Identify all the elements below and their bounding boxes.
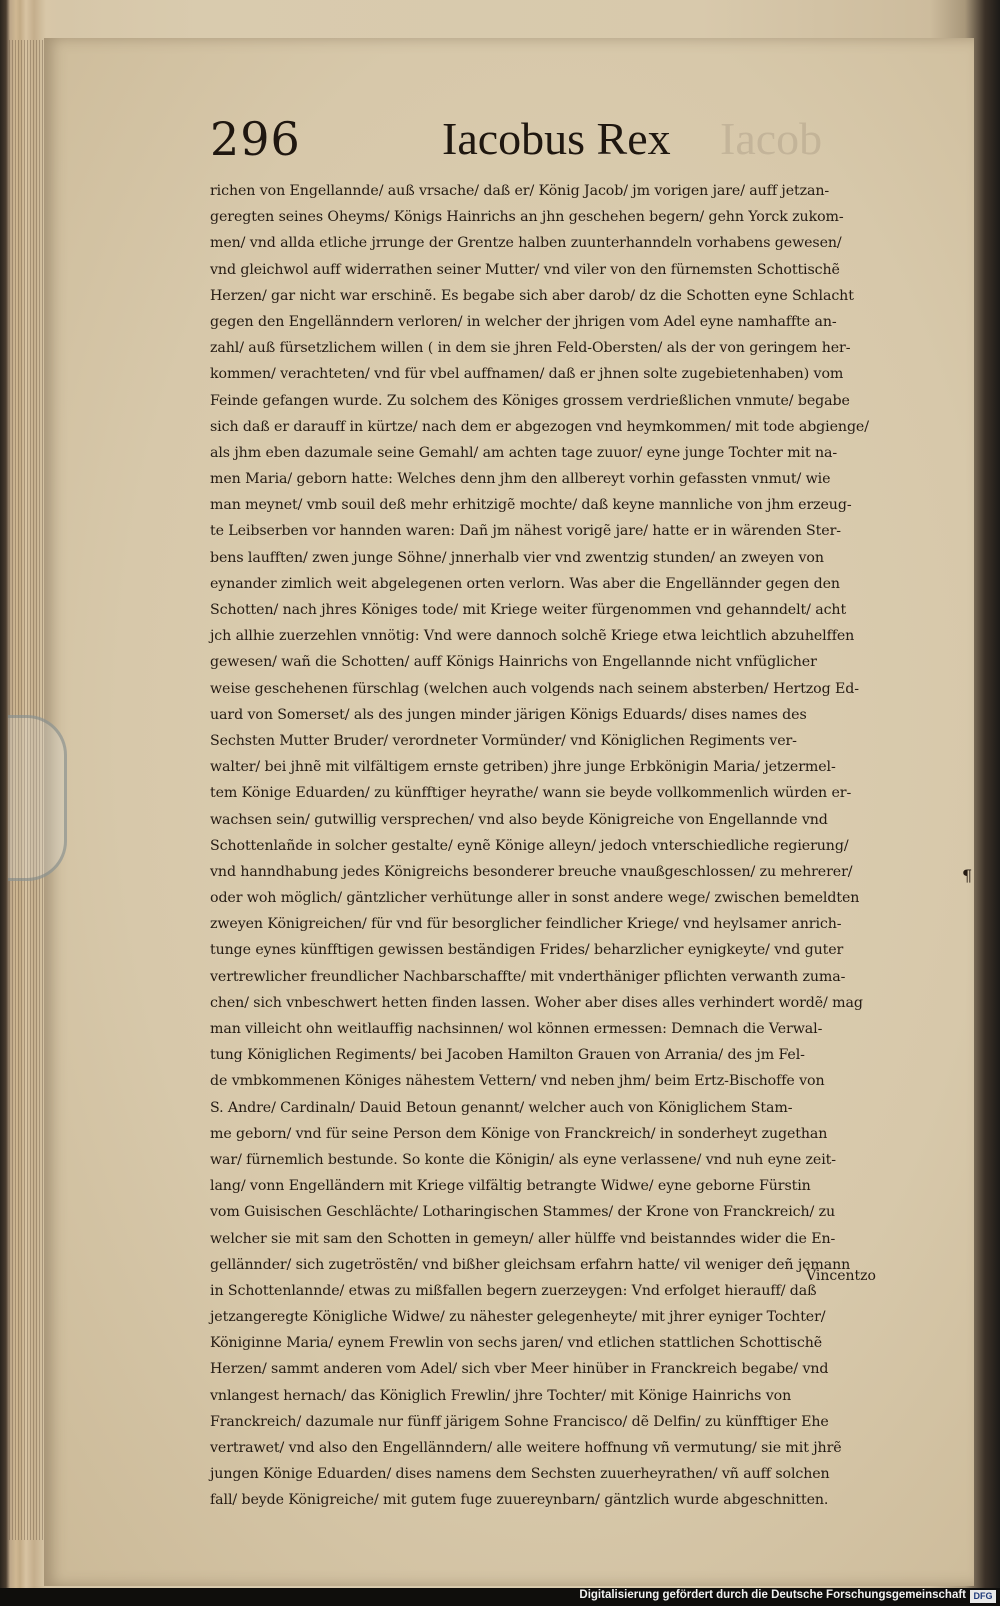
text-line: eynander zimlich weit abgelegenen orten verlorn. Was aber die Engellännder gegen den bbox=[210, 575, 840, 592]
text-line: gewesen/ wañ die Schotten/ auff Königs Hainrichs von Engellannde nicht vnfüglicher bbox=[210, 654, 817, 671]
text-line: wachsen sein/ gutwillig versprechen/ vnd also beyde Königreiche von Engellannde vnd bbox=[210, 811, 828, 828]
page-clip bbox=[8, 715, 67, 881]
text-line: Feinde gefangen wurde. Zu solchem des Königes grossem verdrießlichen vnmute/ begabe bbox=[210, 392, 850, 409]
text-line: vnlangest hernach/ das Königlich Frewlin/ jhre Tochter/ mit Könige Hainrichs von bbox=[210, 1387, 792, 1404]
text-line: zweyen Königreichen/ für vnd für besorglicher feindlicher Kriege/ vnd heylsamer anrich- bbox=[210, 916, 842, 933]
catchword: Vincentzo bbox=[806, 1268, 876, 1284]
text-line: uard von Somerset/ als des jungen minder järigen Königs Eduards/ dises names des bbox=[210, 706, 807, 723]
text-line: te Leibserben vor hannden waren: Dañ jm nähest vorigẽ jare/ hatte er in wärenden Ster- bbox=[210, 523, 841, 540]
text-line: vnd gleichwol auff widerrathen seiner Mutter/ vnd viler von den fürnemsten Schottischẽ bbox=[210, 261, 840, 278]
text-line: welcher sie mit sam den Schotten in gemeyn/ aller hülffe vnd beistanndes wider die En- bbox=[210, 1230, 836, 1247]
body-text bbox=[210, 178, 910, 1514]
margin-mark: ¶ bbox=[962, 866, 973, 885]
show-through-title: Iacob bbox=[720, 113, 823, 164]
text-line: bens laufften/ zwen junge Söhne/ jnnerhalb vier vnd zwentzig stunden/ an zweyen von bbox=[210, 549, 824, 566]
page-number: 296 bbox=[210, 112, 301, 166]
text-line: Herzen/ sammt anderen vom Adel/ sich vber Meer hinüber in Franckreich begabe/ vnd bbox=[210, 1361, 829, 1378]
text-line: weise geschehenen fürschlag (welchen auch volgends nach seinem absterben/ Hertzog Ed- bbox=[210, 680, 859, 697]
text-line: als jhm eben dazumale seine Gemahl/ am achten tage zuuor/ eyne junge Tochter mit na- bbox=[210, 444, 838, 461]
text-line: jch allhie zuerzehlen vnnötig: Vnd were dannoch solchẽ Kriege etwa leichtlich abzuhelffen bbox=[210, 628, 855, 645]
text-line: richen von Engellannde/ auß vrsache/ daß er/ König Jacob/ jm vorigen jare/ auff jetzan- bbox=[210, 183, 830, 199]
text-line: kommen/ verachteten/ vnd für vbel auffnamen/ daß er jhnen solte zugebietenhaben) vom bbox=[210, 366, 844, 383]
text-line: Herzen/ gar nicht war erschinẽ. Es begabe sich aber darob/ dz die Schotten eyne Schlacht bbox=[210, 287, 854, 304]
text-line: Königinne Maria/ eynem Frewlin von sechs jaren/ vnd etlichen stattlichen Schottischẽ bbox=[210, 1335, 823, 1352]
text-line: jetzangeregte Königliche Widwe/ zu nähester gelegenheyte/ mit jhrer eyniger Tochter/ bbox=[210, 1309, 826, 1326]
funding-credit: Digitalisierung gefördert durch die Deutsche Forschungsgemeinschaft bbox=[579, 1589, 966, 1601]
dfg-logo: DFG bbox=[970, 1590, 996, 1603]
text-line: man villeicht ohn weitlauffig nachsinnen/ wol können ermessen: Demnach die Verwal- bbox=[210, 1021, 823, 1037]
text-line: men/ vnd allda etliche jrrunge der Grentze halben zuunterhanndeln vorhabens gewesen/ bbox=[210, 235, 842, 252]
text-line: vertrawet/ vnd also den Engellänndern/ alle weitere hoffnung vñ vermutung/ sie mit jhrẽ bbox=[210, 1440, 842, 1456]
text-line: war/ fürnemlich bestunde. So konte die Königin/ als eyne verlassene/ vnd nuh eyne zeit- bbox=[210, 1151, 836, 1168]
text-line: vertrewlicher freundlicher Nachbarschaffte/ mit vnderthäniger pflichten verwanth zuma- bbox=[210, 968, 846, 985]
text-line: tem Könige Eduarden/ zu künfftiger heyrathe/ wann sie beyde vollkommenlich würden er- bbox=[210, 785, 852, 802]
text-line: me geborn/ vnd für seine Person dem Könige von Franckreich/ in sonderheyt zugethan bbox=[210, 1125, 828, 1142]
text-line: walter/ bei jhnẽ mit vilfältigem ernste getriben) jhre junge Erbkönigin Maria/ jetzermel- bbox=[210, 759, 836, 776]
text-line: geregten seines Oheyms/ Königs Hainrichs an jhn geschehen begern/ gehn Yorck zukom- bbox=[210, 209, 844, 226]
text-line: Schotten/ nach jhres Königes tode/ mit Kriege weiter fürgenommen vnd gehanndelt/ acht bbox=[210, 602, 847, 618]
text-line: Sechsten Mutter Bruder/ verordneter Vormünder/ vnd Königlichen Regiments ver- bbox=[210, 732, 797, 749]
text-line: de vmbkommenen Königes nähestem Vettern/ vnd neben jhm/ beim Ertz-Bischoffe von bbox=[210, 1073, 825, 1090]
digitization-footer bbox=[0, 1588, 1000, 1606]
text-line: oder woh möglich/ gäntzlicher verhütunge aller in sonst andere wege/ zwischen bemeldten bbox=[210, 890, 860, 907]
text-line: lang/ vonn Engelländern mit Kriege vilfältig betrangte Widwe/ eyne geborne Fürstin bbox=[210, 1178, 811, 1195]
text-line: sich daß er darauff in kürtze/ nach dem er abgezogen vnd heymkommen/ mit tode abgienge/ bbox=[210, 418, 869, 435]
running-title: Iacobus Rex bbox=[442, 113, 671, 164]
text-line: men Maria/ geborn hatte: Welches denn jhm den allbereyt vorhin gefassten vnmut/ wie bbox=[210, 471, 831, 488]
text-line: zahl/ auß fürsetzlichem willen ( in dem sie jhren Feld-Obersten/ als der von geringem her- bbox=[210, 340, 851, 357]
text-line: tung Königlichen Regiments/ bei Jacoben Hamilton Grauen von Arrania/ des jm Fel- bbox=[210, 1047, 805, 1064]
text-line: fall/ beyde Königreiche/ mit gutem fuge zuuereynbarn/ gäntzlich wurde abgeschnitten. bbox=[210, 1492, 829, 1509]
text-line: vom Guisischen Geschlächte/ Lotharingischen Stammes/ der Krone von Franckreich/ zu bbox=[210, 1204, 836, 1221]
text-line: gellännder/ sich zugetröstẽn/ vnd bißher gleichsam erfahrn hatte/ vil weniger deñ jemann bbox=[210, 1256, 851, 1273]
text-line: chen/ sich vnbeschwert hetten finden lassen. Woher aber dises alles verhindert wordẽ/ mag bbox=[210, 994, 863, 1011]
text-line: gegen den Engellänndern verloren/ in welcher der jhrigen vom Adel eyne namhaffte an- bbox=[210, 313, 837, 330]
text-line: vnd hanndhabung jedes Königreichs besonderer breuche vnaußgeschlossen/ zu mehrerer/ bbox=[210, 863, 853, 880]
text-line: tunge eynes künfftigen gewissen beständigen Frides/ beharzlicher eynigkeyte/ vnd guter bbox=[210, 942, 844, 959]
text-line: in Schottenlannde/ etwas zu mißfallen begern zuerzeygen: Vnd erfolget hierauff/ daß bbox=[210, 1282, 817, 1299]
text-line: man meynet/ vmb souil deß mehr erhitzigẽ mochte/ daß keyne mannliche von jhm erzeug- bbox=[210, 497, 852, 514]
text-line: jungen Könige Eduarden/ dises namens dem Sechsten zuuerheyrathen/ vñ auff solchen bbox=[210, 1466, 830, 1483]
text-line: Franckreich/ dazumale nur fünff järigem Sohne Francisco/ dẽ Delfin/ zu künfftiger Ehe bbox=[210, 1413, 829, 1430]
page-header bbox=[210, 112, 770, 172]
text-line: S. Andre/ Cardinaln/ Dauid Betoun genannt/ welcher auch von Königlichem Stam- bbox=[210, 1099, 793, 1116]
text-line: Schottenlañde in solcher gestalte/ eynẽ Könige alleyn/ jedoch vnterschiedliche regierung/ bbox=[210, 837, 849, 854]
